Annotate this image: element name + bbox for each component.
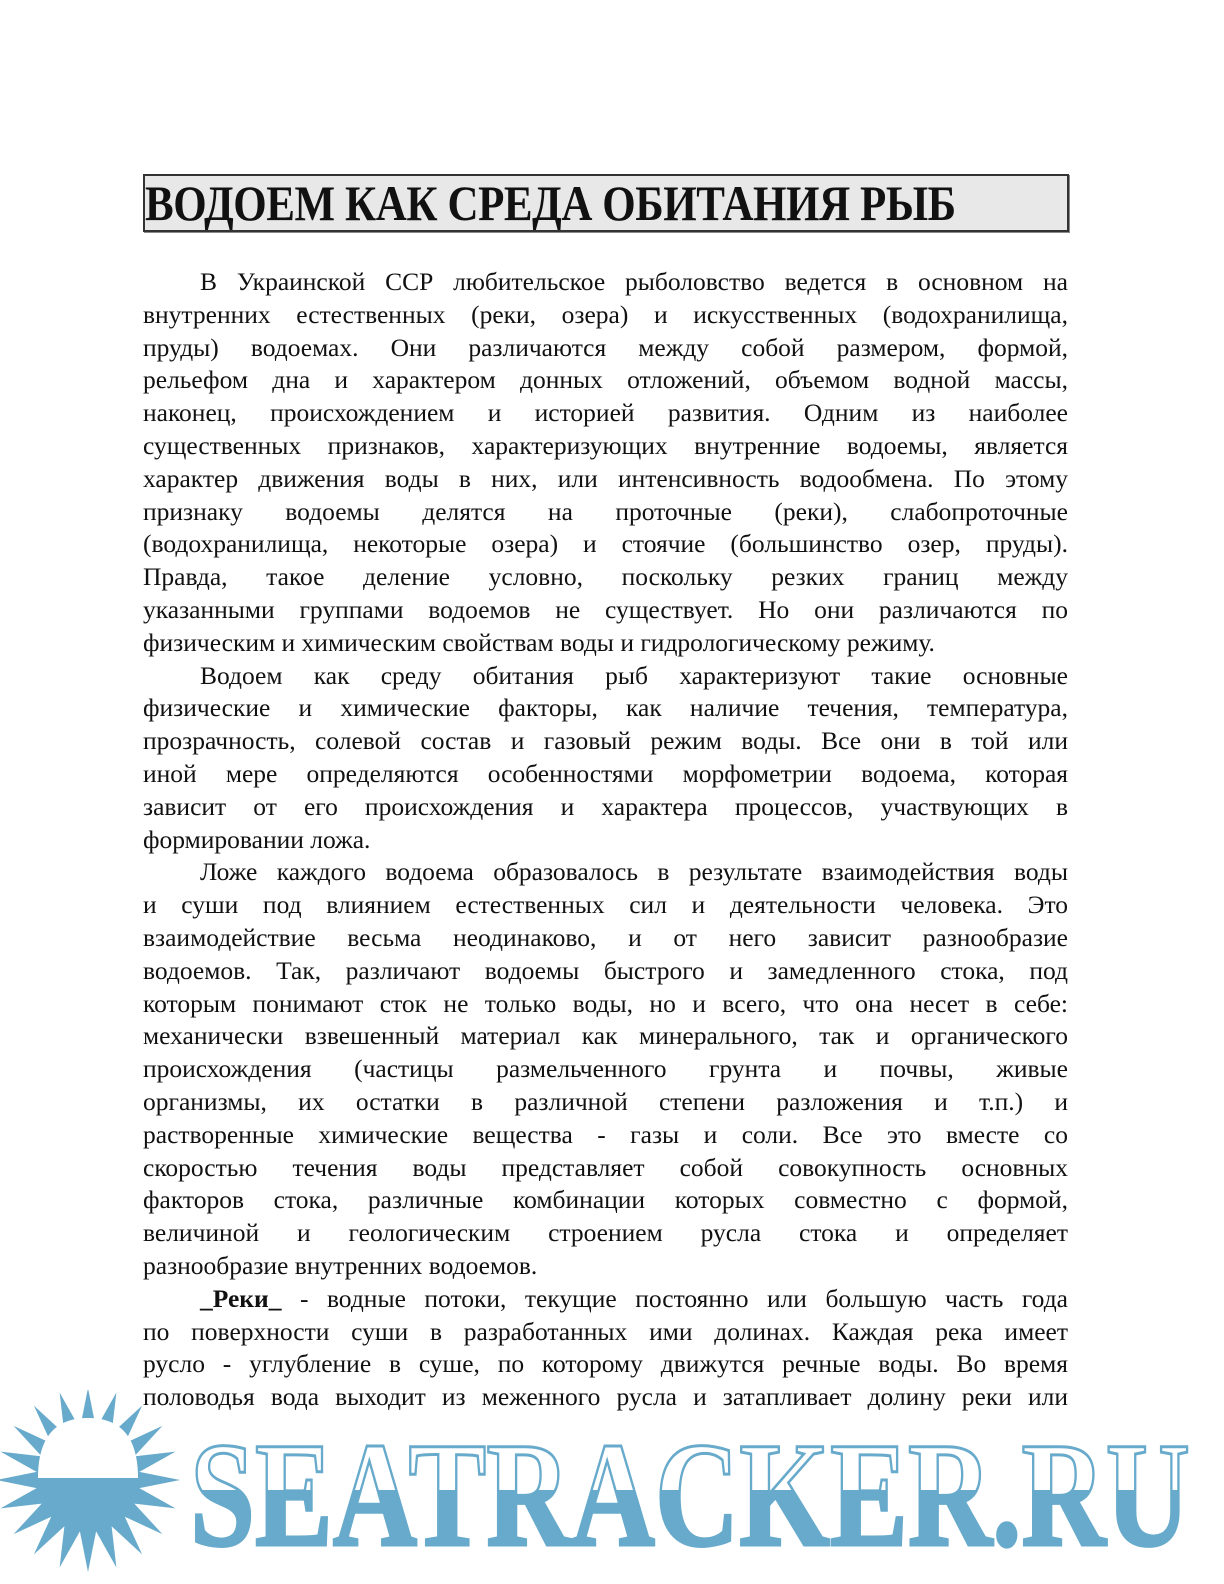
text-line: прозрачность, солевой состав и газовый режим воды. Все они в той или bbox=[143, 726, 1068, 756]
sun-logo-icon bbox=[0, 1390, 180, 1572]
text-line: Ложе каждого водоема образовалось в результате взаимодействия воды bbox=[200, 857, 1068, 887]
text-line: факторов стока, различные комбинации которых совместно с формой, bbox=[143, 1185, 1068, 1215]
body-text bbox=[143, 266, 1068, 1414]
text-line: наконец, происхождением и историей развития. Одним из наиболее bbox=[143, 398, 1068, 428]
text-line: рельефом дна и характером донных отложений, объемом водной массы, bbox=[143, 365, 1068, 395]
text-line: русло - углубление в суше, по которому движутся речные воды. Во время bbox=[143, 1349, 1068, 1379]
text-line: зависит от его происхождения и характера процессов, участвующих в bbox=[143, 791, 1068, 821]
text-line: внутренних естественных (реки, озера) и искусственных (водохранилища, bbox=[143, 299, 1068, 329]
text-line: пруды) водоемах. Они различаются между собой размером, формой, bbox=[143, 332, 1068, 362]
text-line: существенных признаков, характеризующих внутренние водоемы, является bbox=[143, 430, 1068, 460]
text-line: величиной и геологическим строением русла стока и определяет bbox=[143, 1218, 1068, 1248]
text-line: и суши под влиянием естественных сил и деятельности человека. Это bbox=[143, 890, 1068, 920]
text-line: физическим и химическим свойствам воды и гидрологическому режиму. bbox=[143, 627, 935, 657]
text-line: растворенные химические вещества - газы и соли. Все это вместе со bbox=[143, 1119, 1068, 1149]
text-line: указанными группами водоемов не существует. Но они различаются по bbox=[143, 594, 1068, 624]
text-line: физические и химические факторы, как наличие течения, температура, bbox=[143, 693, 1068, 723]
text-line: которым понимают сток не только воды, но и всего, что она несет в себе: bbox=[143, 988, 1068, 1018]
paragraph bbox=[143, 856, 1068, 1282]
term-reki: _Реки_ bbox=[200, 1283, 282, 1313]
text-line: скоростью течения воды представляет собой совокупность основных bbox=[143, 1152, 1068, 1182]
text-span: - водные потоки, текущие постоянно или большую часть года bbox=[281, 1283, 1068, 1313]
text-line: взаимодействие весьма неодинаково, и от него зависит разнообразие bbox=[143, 922, 1068, 952]
text-line: (водохранилища, некоторые озера) и стоячие (большинство озер, пруды). bbox=[143, 529, 1068, 559]
text-line bbox=[143, 1283, 1068, 1316]
seatracker-watermark bbox=[0, 1390, 1224, 1584]
text-line: половодья вода выходит из меженного русла и затапливает долину реки или bbox=[143, 1382, 1068, 1412]
text-line: Водоем как среду обитания рыб характеризуют такие основные bbox=[200, 660, 1068, 690]
text-line: признаку водоемы делятся на проточные (реки), слабопроточные bbox=[143, 496, 1068, 526]
page-title: ВОДОЕМ КАК СРЕДА ОБИТАНИЯ РЫБ bbox=[145, 175, 956, 231]
text-line: происхождения (частицы размельченного грунта и почвы, живые bbox=[143, 1054, 1068, 1084]
paragraph bbox=[143, 266, 1068, 660]
text-line: механически взвешенный материал как минерального, так и органического bbox=[143, 1021, 1068, 1051]
text-line: В Украинской ССР любительское рыболовство ведется в основном на bbox=[200, 267, 1068, 296]
text-line: формировании ложа. bbox=[143, 824, 371, 854]
title-box bbox=[143, 174, 1069, 232]
text-line: иной мере определяются особенностями морфометрии водоема, которая bbox=[143, 758, 1068, 788]
watermark-text: SEATRACKER.RU bbox=[190, 1412, 1190, 1578]
text-line: по поверхности суши в разработанных ими долинах. Каждая река имеет bbox=[143, 1316, 1068, 1346]
text-line: организмы, их остатки в различной степени разложения и т.п.) и bbox=[143, 1086, 1068, 1116]
text-line: Правда, такое деление условно, поскольку резких границ между bbox=[143, 562, 1068, 592]
paragraph bbox=[143, 660, 1068, 857]
text-line: характер движения воды в них, или интенсивность водообмена. По этому bbox=[143, 463, 1068, 493]
text-line: разнообразие внутренних водоемов. bbox=[143, 1250, 538, 1280]
text-line: водоемов. Так, различают водоемы быстрого и замедленного стока, под bbox=[143, 955, 1068, 985]
